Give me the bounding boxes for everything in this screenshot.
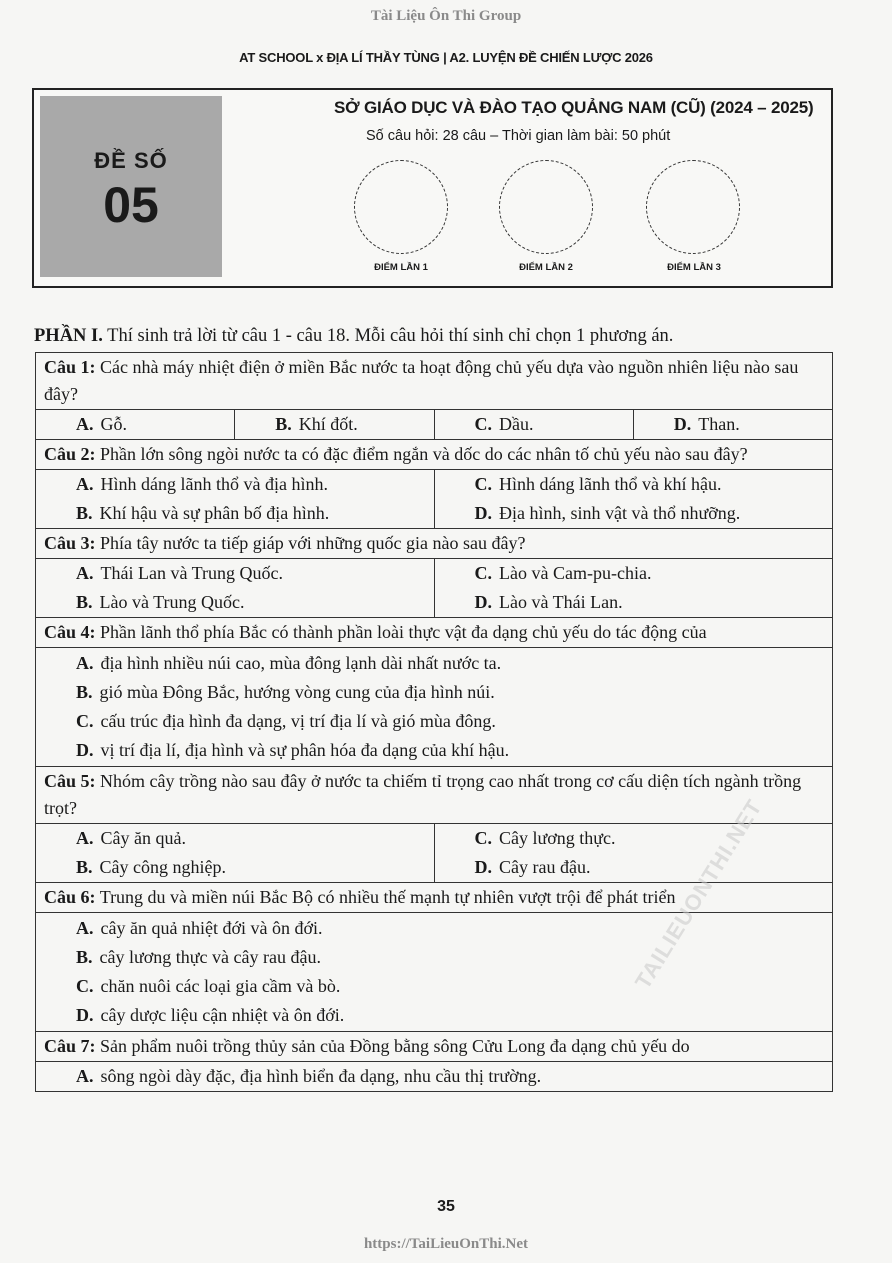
- question-text: Trung du và miền núi Bắc Bộ có nhiều thế mạnh tự nhiên vượt trội để phát triển: [99, 887, 676, 907]
- option-letter: B.: [76, 682, 93, 702]
- option-letter: B.: [76, 592, 93, 612]
- question-1: [36, 353, 833, 410]
- question-label: Câu 1:: [44, 357, 96, 377]
- option-text: cây ăn quả nhiệt đới và ôn đới.: [100, 918, 323, 938]
- score-circle-3: [646, 160, 740, 254]
- option-4c[interactable]: [76, 707, 824, 736]
- option-5a[interactable]: [36, 824, 435, 854]
- option-text: Hình dáng lãnh thổ và khí hậu.: [499, 474, 722, 494]
- option-2d[interactable]: [434, 499, 833, 529]
- option-letter: C.: [76, 976, 94, 996]
- question-label: Câu 4:: [44, 622, 96, 642]
- question-text: Sản phẩm nuôi trồng thủy sản của Đồng bằng sông Cửu Long đa dạng chủ yếu do: [100, 1036, 690, 1056]
- question-text: Nhóm cây trồng nào sau đây ở nước ta chiếm tỉ trọng cao nhất trong cơ cấu diện tích ngành trồng trọt?: [44, 771, 802, 818]
- part-title: PHẦN I.: [34, 326, 103, 346]
- option-text: Khí hậu và sự phân bố địa hình.: [99, 503, 330, 523]
- option-text: vị trí địa lí, địa hình và sự phân hóa đa dạng của khí hậu.: [100, 740, 510, 760]
- option-2a[interactable]: [36, 470, 435, 500]
- option-text: cấu trúc địa hình đa dạng, vị trí địa lí và gió mùa đông.: [100, 711, 496, 731]
- option-5b[interactable]: [36, 853, 435, 883]
- question-label: Câu 7:: [44, 1036, 96, 1056]
- badge-number: 05: [103, 177, 159, 233]
- question-label: Câu 5:: [44, 771, 96, 791]
- exam-badge: [40, 96, 222, 277]
- option-text: Cây rau đậu.: [499, 857, 591, 877]
- option-2c[interactable]: [434, 470, 833, 500]
- exam-header: [32, 88, 833, 288]
- part-heading: [34, 326, 844, 347]
- question-label: Câu 2:: [44, 444, 96, 464]
- question-3: [36, 529, 833, 559]
- score-circle-2: [499, 160, 593, 254]
- question-label: Câu 3:: [44, 533, 96, 553]
- option-4d[interactable]: [76, 736, 824, 765]
- options-6: [36, 913, 833, 1032]
- option-text: Khí đốt.: [298, 414, 358, 434]
- option-letter: A.: [76, 653, 94, 673]
- option-3d[interactable]: [434, 588, 833, 618]
- score-label-1: ĐIỂM LẦN 1: [374, 262, 428, 273]
- option-letter: B.: [275, 414, 292, 434]
- option-6c[interactable]: [76, 972, 824, 1001]
- option-2b[interactable]: [36, 499, 435, 529]
- option-1c[interactable]: [434, 410, 633, 440]
- option-text: Cây công nghiệp.: [99, 857, 226, 877]
- option-text: sông ngòi dày đặc, địa hình biển đa dạng, nhu cầu thị trường.: [100, 1066, 542, 1086]
- questions-table: [35, 352, 833, 1092]
- question-5: [36, 767, 833, 824]
- badge-label: ĐỀ SỐ: [94, 148, 168, 173]
- option-6d[interactable]: [76, 1001, 824, 1030]
- score-label-3: ĐIỂM LẦN 3: [667, 262, 721, 273]
- part-instruction: Thí sinh trả lời từ câu 1 - câu 18. Mỗi câu hỏi thí sinh chỉ chọn 1 phương án.: [107, 326, 674, 346]
- option-text: cây dược liệu cận nhiệt và ôn đới.: [100, 1005, 345, 1025]
- option-6a[interactable]: [76, 914, 824, 943]
- question-2: [36, 440, 833, 470]
- option-letter: C.: [474, 563, 492, 583]
- option-text: Gỗ.: [100, 414, 127, 434]
- option-text: Hình dáng lãnh thổ và địa hình.: [100, 474, 328, 494]
- option-letter: D.: [76, 1005, 94, 1025]
- question-text: Các nhà máy nhiệt điện ở miền Bắc nước ta hoạt động chủ yếu dựa vào nguồn nhiên liệu nào sau đây?: [44, 357, 799, 404]
- option-letter: A.: [76, 1066, 94, 1086]
- option-text: gió mùa Đông Bắc, hướng vòng cung của địa hình núi.: [99, 682, 495, 702]
- option-text: Địa hình, sinh vật và thổ nhưỡng.: [499, 503, 741, 523]
- series-title: AT SCHOOL x ĐỊA LÍ THẦY TÙNG | A2. LUYỆN ĐỀ CHIẾN LƯỢC 2026: [239, 50, 653, 65]
- option-letter: D.: [474, 503, 492, 523]
- option-1d[interactable]: [633, 410, 832, 440]
- option-5c[interactable]: [434, 824, 833, 854]
- question-label: Câu 6:: [44, 887, 96, 907]
- option-1b[interactable]: [235, 410, 434, 440]
- option-letter: B.: [76, 503, 93, 523]
- option-letter: A.: [76, 563, 94, 583]
- option-7a[interactable]: [36, 1062, 833, 1092]
- option-letter: A.: [76, 414, 94, 434]
- option-text: Dầu.: [499, 414, 534, 434]
- option-4a[interactable]: [76, 649, 824, 678]
- option-3b[interactable]: [36, 588, 435, 618]
- option-letter: D.: [76, 740, 94, 760]
- question-7: [36, 1032, 833, 1062]
- option-text: cây lương thực và cây rau đậu.: [99, 947, 321, 967]
- option-6b[interactable]: [76, 943, 824, 972]
- option-letter: A.: [76, 918, 94, 938]
- option-text: chăn nuôi các loại gia cầm và bò.: [100, 976, 341, 996]
- option-letter: D.: [673, 414, 692, 434]
- question-text: Phần lớn sông ngòi nước ta có đặc điểm ngắn và dốc do các nhân tố chủ yếu nào sau đây?: [100, 444, 748, 464]
- option-text: Than.: [698, 414, 740, 434]
- option-3a[interactable]: [36, 559, 435, 589]
- option-letter: A.: [76, 474, 94, 494]
- watermark: TAILIEUONTHI.NET: [630, 794, 767, 994]
- option-4b[interactable]: [76, 678, 824, 707]
- score-label-2: ĐIỂM LẦN 2: [519, 262, 573, 273]
- option-letter: C.: [474, 414, 492, 434]
- option-text: Lào và Trung Quốc.: [99, 592, 245, 612]
- option-text: Cây lương thực.: [499, 828, 616, 848]
- option-letter: B.: [76, 947, 93, 967]
- option-letter: C.: [474, 474, 492, 494]
- question-text: Phần lãnh thổ phía Bắc có thành phần loài thực vật đa dạng chủ yếu do tác động của: [100, 622, 707, 642]
- option-5d[interactable]: [434, 853, 833, 883]
- option-letter: A.: [76, 828, 94, 848]
- option-text: Thái Lan và Trung Quốc.: [100, 563, 283, 583]
- exam-info: Số câu hỏi: 28 câu – Thời gian làm bài: 50 phút: [366, 128, 671, 144]
- score-circle-1: [354, 160, 448, 254]
- question-4: [36, 618, 833, 648]
- exam-title: SỞ GIÁO DỤC VÀ ĐÀO TẠO QUẢNG NAM (CŨ) (2024 – 2025): [334, 98, 814, 117]
- question-text: Phía tây nước ta tiếp giáp với những quốc gia nào sau đây?: [100, 533, 526, 553]
- option-text: Lào và Thái Lan.: [499, 592, 623, 612]
- option-3c[interactable]: [434, 559, 833, 589]
- option-1a[interactable]: [36, 410, 235, 440]
- option-letter: C.: [474, 828, 492, 848]
- options-4: [36, 648, 833, 767]
- option-letter: B.: [76, 857, 93, 877]
- option-letter: D.: [474, 592, 492, 612]
- footer-url[interactable]: https://TaiLieuOnThi.Net: [363, 1236, 529, 1252]
- page-number: 35: [437, 1198, 455, 1215]
- site-title: Tài Liệu Ôn Thi Group: [370, 8, 522, 24]
- option-text: Lào và Cam-pu-chia.: [499, 563, 652, 583]
- option-text: Cây ăn quả.: [100, 828, 186, 848]
- option-text: địa hình nhiều núi cao, mùa đông lạnh dài nhất nước ta.: [100, 653, 502, 673]
- option-letter: C.: [76, 711, 94, 731]
- option-letter: D.: [474, 857, 492, 877]
